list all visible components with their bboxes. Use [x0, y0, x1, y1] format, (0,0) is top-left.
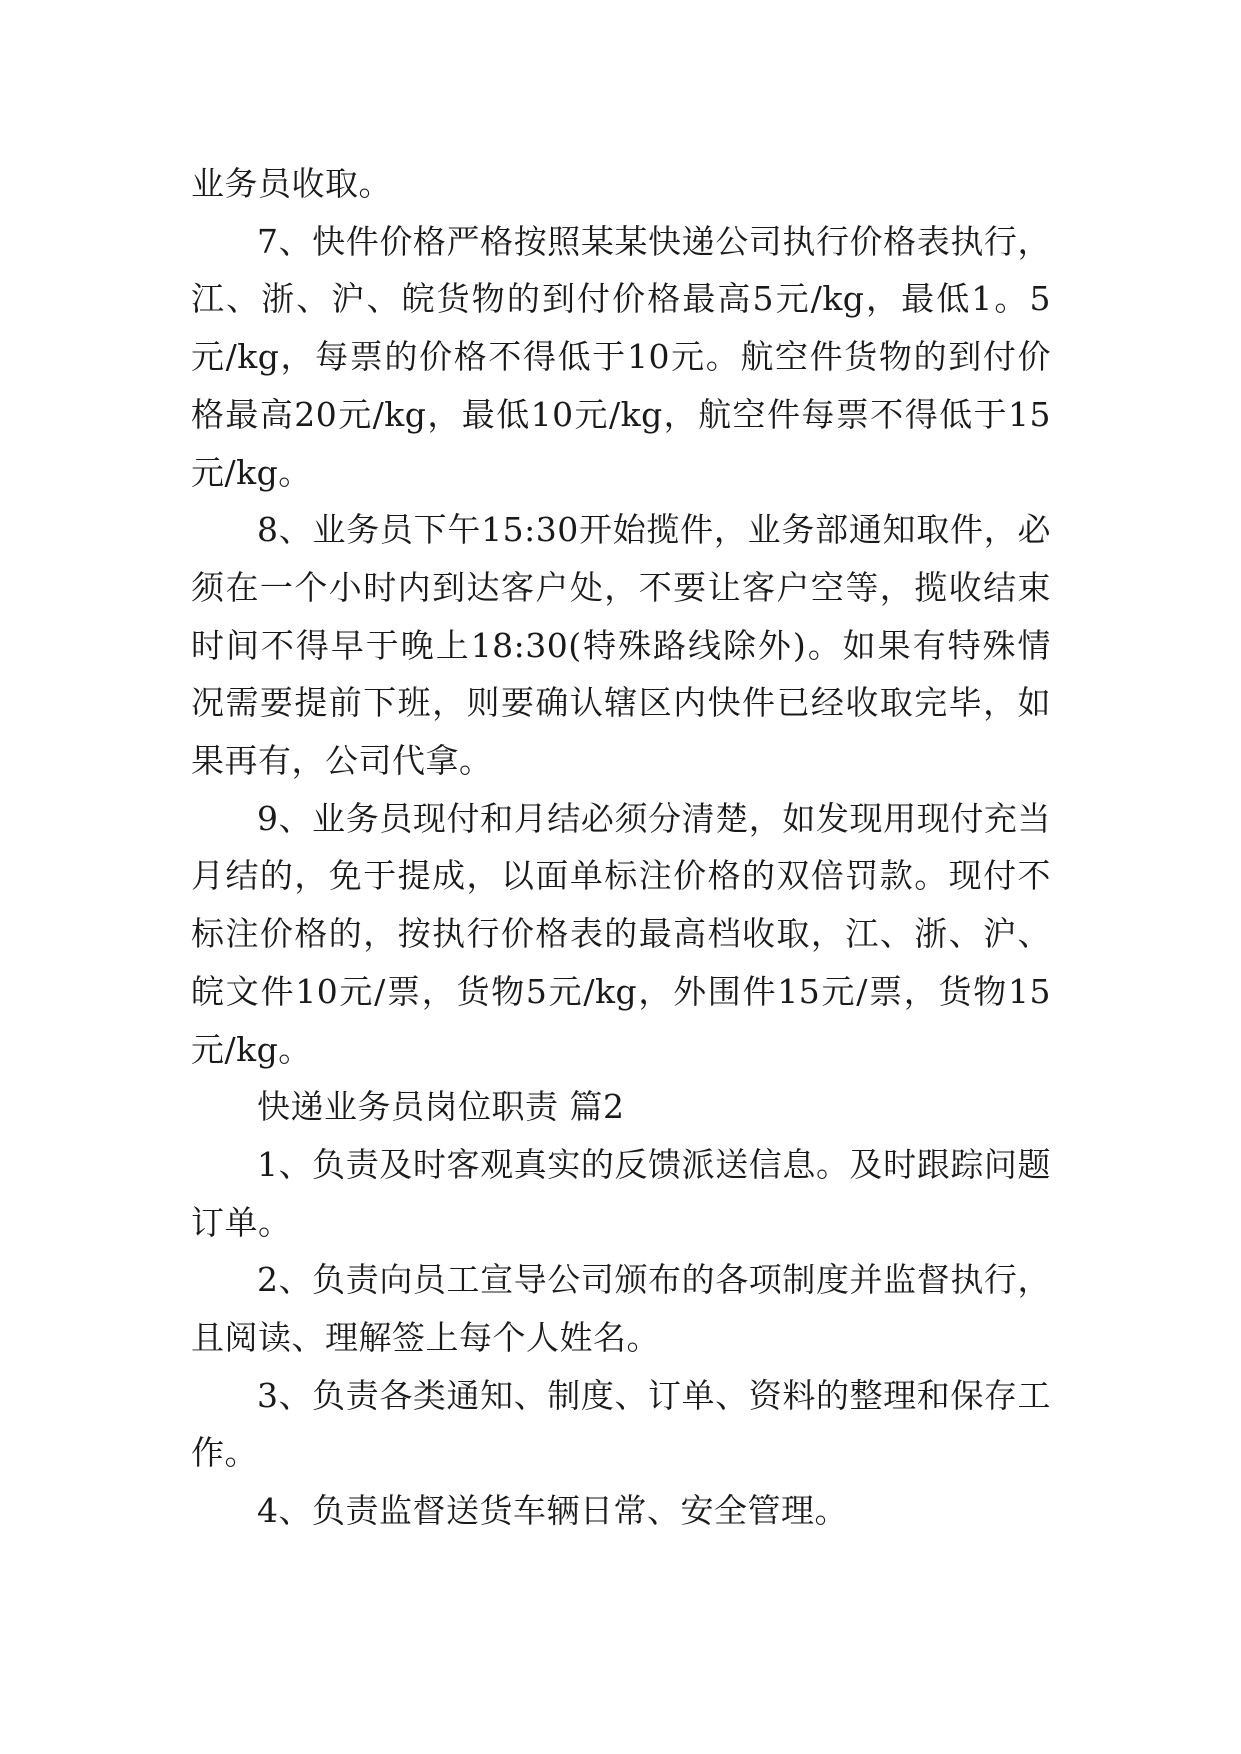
document-page [191, 155, 1051, 1540]
paragraph-item-9: 9、业务员现付和月结必须分清楚，如发现用现付充当月结的，免于提成，以面单标注价格的双倍罚款。现付不标注价格的，按执行价格表的最高档收取，江、浙、沪、皖文件10元/票，货物5元/kg，外围件15元/票，货物15元/kg。 [191, 798, 1051, 1069]
paragraph-duty-4: 4、负责监督送货车辆日常、安全管理。 [257, 1491, 848, 1531]
paragraph-duty-2: 2、负责向员工宣导公司颁布的各项制度并监督执行，且阅读、理解签上每个人姓名。 [191, 1260, 1051, 1358]
paragraph-duty-1: 1、负责及时客观真实的反馈派送信息。及时跟踪问题订单。 [191, 1144, 1051, 1242]
paragraph-item-7: 7、快件价格严格按照某某快递公司执行价格表执行，江、浙、沪、皖货物的到付价格最高5元/kg，最低1。5元/kg，每票的价格不得低于10元。航空件货物的到付价格最高20元/kg，最低10元/kg，航空件每票不得低于15元/kg。 [191, 221, 1051, 492]
section-heading: 快递业务员岗位职责 篇2 [257, 1087, 625, 1127]
paragraph-continuation: 业务员收取。 [191, 164, 392, 203]
paragraph-duty-3: 3、负责各类通知、制度、订单、资料的整理和保存工作。 [191, 1375, 1051, 1473]
paragraph-item-8: 8、业务员下午15:30开始揽件，业务部通知取件，必须在一个小时内到达客户处，不要让客户空等，揽收结束时间不得早于晚上18:30(特殊路线除外)。如果有特殊情况需要提前下班，则要确认辖区内快件已经收取完毕，如果再有，公司代拿。 [191, 510, 1051, 781]
